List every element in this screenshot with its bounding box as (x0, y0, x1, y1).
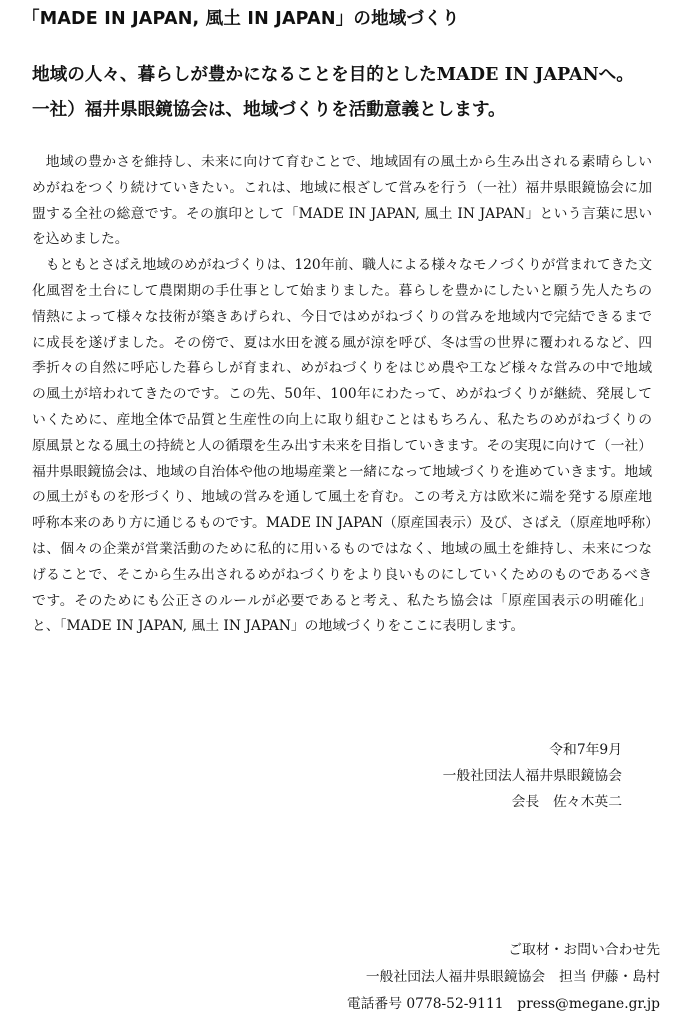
contact-phone-email: 電話番号 0778-52-9111 press@megane.gr.jp (346, 996, 660, 1012)
body-paragraph-2: もともとさばえ地域のめがねづくりは、120年前、職人による様々なモノづくりが営まれてきた文化風習を土台にして農閑期の手仕事として始まりました。暮らしを豊かにしたいと願う先人たちの情熱によって様々な技術が築きあげられ、今日ではめがねづくりの営みを地域内で完結できるまでに成長を遂げました。その傍で、夏は水田を渡る風が涼を呼び、冬は雪の世界に覆われるなど、四季折々の自然に呼応した暮らしが育まれ、めがねづくりをはじめ農や工など様々な営みの中で地域の風土が培われてきたのです。この先、50年、100年にわたって、めがねづくりが継続、発展していくために、産地全体で品質と生産性の向上に取り組むことはもちろん、私たちのめがねづくりの原風景となる風土の持続と人の循環を生み出す未来を目指していきます。その実現に向けて（一社）福井県眼鏡協会は、地域の自治体や他の地場産業と一緒になって地域づくりを進めていきます。地域の風土がものを形づくり、地域の営みを通して風土を育む。この考え方は欧米に端を発する原産地呼称本来のあり方に通じるものです。MADE IN JAPAN（原産国表示）及び、さばえ（原産地呼称）は、個々の企業が営業活動のために私的に用いるものではなく、地域の風土を維持し、未来につなげることで、そこから生み出されるめがねづくりをより良いものにしていくためのものであるべきです。そのためにも公正さのルールが必要であると考え、私たち協会は「原産国表示の明確化」と、「MADE IN JAPAN, 風土 IN JAPAN」の地域づくりをここに表明します。 (32, 257, 652, 635)
contact-organization: 一般社団法人福井県眼鏡協会 担当 伊藤・島村 (365, 969, 660, 985)
signature-organization: 一般社団法人福井県眼鏡協会 (442, 768, 622, 784)
signature-date: 令和7年9月 (549, 742, 622, 758)
document-title: 「MADE IN JAPAN, 風土 IN JAPAN」の地域づくり (22, 9, 460, 29)
subtitle-line-1: 地域の人々、暮らしが豊かになることを目的としたMADE IN JAPANへ。 (32, 64, 634, 85)
contact-heading: ご取材・お問い合わせ先 (508, 942, 660, 958)
body-paragraph-1: 地域の豊かさを維持し、未来に向けて育むことで、地域固有の風土から生み出される素晴らしいめがねをつくり続けていきたい。これは、地域に根ざして営みを行う（一社）福井県眼鏡協会に加盟する全社の総意です。その旗印として「MADE IN JAPAN, 風土 IN JAPAN」という言葉に思いを込めました。 (32, 154, 652, 248)
signature-chairman: 会長 佐々木英二 (511, 794, 622, 810)
contact-block (347, 937, 660, 1018)
body-text (32, 150, 652, 640)
signature-block (443, 737, 622, 815)
subtitle-line-2: 一社）福井県眼鏡協会は、地域づくりを活動意義とします。 (32, 99, 506, 120)
